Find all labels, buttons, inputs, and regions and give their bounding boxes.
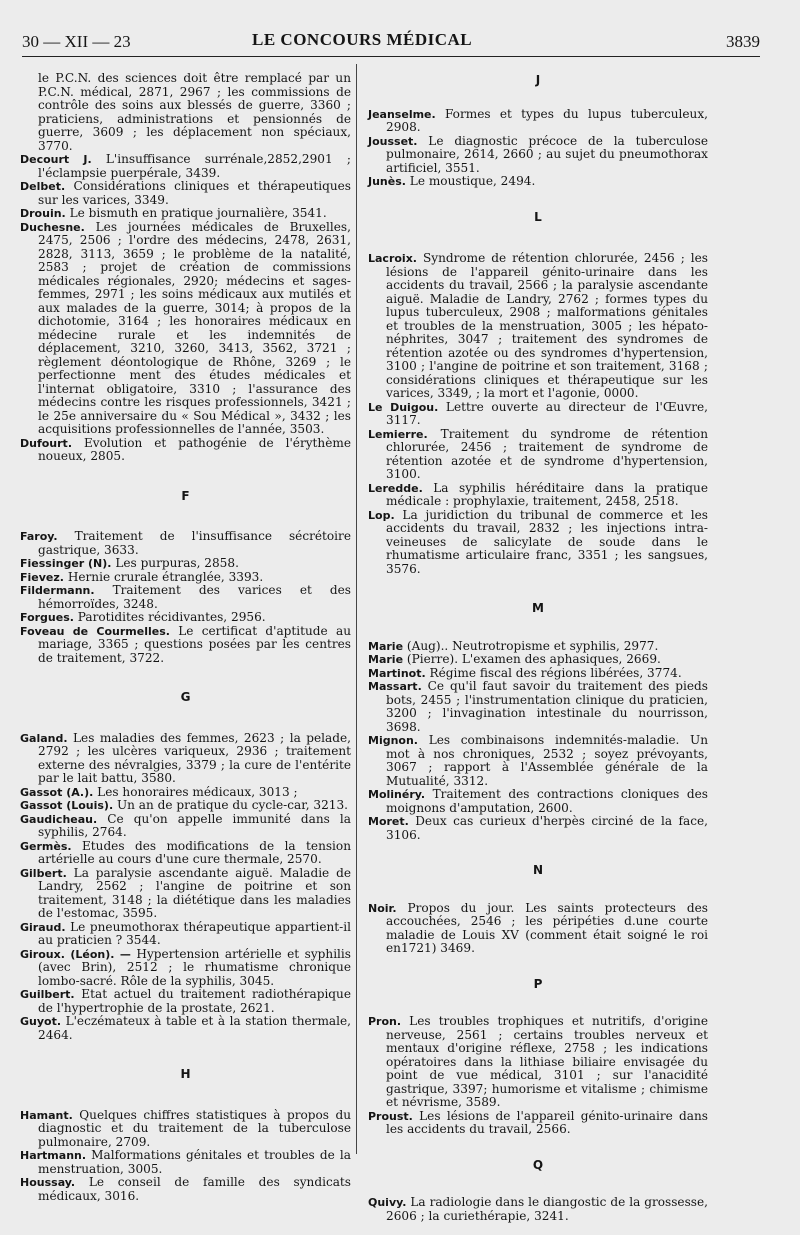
author-name: Le Duigou.	[368, 400, 439, 414]
index-entry	[368, 175, 708, 189]
entry-text: (Pierre). L'examen des aphasiques, 2669.	[403, 652, 661, 666]
entry-text: Régime fiscal des régions libérées, 3774.	[425, 665, 682, 680]
index-entry	[20, 584, 351, 611]
author-name: Forgues.	[20, 611, 74, 624]
section-l-entries	[368, 252, 708, 576]
index-entry	[368, 788, 708, 815]
index-entry	[20, 530, 351, 557]
index-entry	[20, 153, 351, 180]
column-divider	[356, 64, 357, 1154]
author-name: Gassot (A.).	[20, 785, 94, 799]
index-entry	[20, 840, 351, 867]
index-entry	[20, 813, 351, 840]
entry-continuation: le P.C.N. des sciences doit être remplacé par un P.C.N. médical, 2871, 2967 ; les commissions de contrôle des soins aux blessés de guerre, 3360 ; praticiens, administrations et pensionnés de guerre, 3609 ; les déplacement non spéciaux, 3770.	[38, 71, 351, 153]
author-name: Gaudicheau.	[20, 812, 98, 826]
index-entry	[20, 571, 351, 585]
section-letter-l: L	[534, 209, 542, 224]
entry-text: Evolution et pathogénie de l'érythème noueux, 2805.	[38, 435, 351, 463]
index-entry	[20, 625, 351, 666]
index-entry	[20, 921, 351, 948]
entry-text: (Aug).. Neutrotropisme et syphilis, 2977.	[403, 638, 659, 653]
entry-text: La juridiction du tribunal de commerce et les accidents du travail, 2832 ; les injections intra-veineuses de salicylate de soude dans le rhumatisme articulaire franc, 3351 ; les sangsues, 3576.	[386, 507, 708, 576]
section-letter-q: Q	[532, 1157, 544, 1172]
section-m-entries	[368, 640, 708, 843]
section-p-entries	[368, 1015, 708, 1137]
index-entry	[20, 437, 351, 464]
index-entry	[368, 428, 708, 482]
entry-text: L'insuffisance surrénale,2852,2901 ; l'éclampsie puerpérale, 3439.	[38, 152, 351, 180]
index-entry	[20, 1149, 351, 1176]
author-name: Faroy.	[20, 530, 58, 543]
section-j-entries	[368, 108, 708, 189]
author-name: Fievez.	[20, 570, 64, 584]
entry-text: Hypertension artérielle et syphilis (avec Brin), 2512 ; le rhumatisme chronique lombo-sacré. Rôle de la syphilis, 3045.	[38, 946, 351, 988]
index-entry	[20, 799, 351, 813]
author-name: Hartmann.	[20, 1149, 87, 1162]
index-entry	[368, 680, 708, 734]
entry-text: Le bismuth en pratique journalière, 3541.	[65, 206, 327, 220]
right-column	[368, 72, 708, 1223]
entry-text: Lettre ouverte au directeur de l'Œuvre, 3117.	[386, 399, 708, 427]
section-q-entries	[368, 1196, 708, 1223]
author-name: Moret.	[368, 815, 409, 828]
author-name: Decourt J.	[20, 153, 92, 166]
left-column	[20, 72, 351, 1203]
section-f-entries	[20, 530, 351, 665]
section-letter-n: N	[532, 863, 544, 877]
index-entry	[20, 1109, 351, 1150]
issue-date: 30 — XII — 23	[22, 32, 131, 51]
page-number: 3839	[726, 32, 760, 51]
entry-text: Le moustique, 2494.	[405, 174, 536, 188]
entry-text: Malformations génitales et troubles de la menstruation, 3005.	[38, 1148, 351, 1176]
entry-text: Le conseil de famille des syndicats médicaux, 3016.	[38, 1175, 351, 1203]
author-name: Pron.	[368, 1015, 402, 1028]
index-entry	[368, 1015, 708, 1110]
entry-text: Hernie crurale étranglée, 3393.	[63, 569, 264, 584]
author-name: Mignon.	[368, 734, 418, 747]
author-name: Hamant.	[20, 1108, 73, 1122]
section-letter-m: M	[532, 601, 544, 615]
index-entry	[368, 640, 708, 654]
author-name: Molinéry.	[368, 788, 426, 801]
author-name: Germès.	[20, 839, 72, 853]
section-n-entries	[368, 902, 708, 956]
author-name: Quivy.	[368, 1196, 407, 1209]
index-entry	[368, 252, 708, 401]
entry-text: Propos du jour. Les saints protecteurs des accouchées, 2546 ; les péripéties d.une courte maladie de Louis XV (comment était soigné le roi en1721) 3469.	[386, 900, 708, 955]
index-entry	[368, 667, 708, 681]
author-name: Duchesne.	[20, 220, 85, 234]
index-entry	[20, 221, 351, 437]
index-entry	[368, 482, 708, 509]
author-name: Gilbert.	[20, 866, 67, 880]
index-entry	[20, 786, 351, 800]
index-entry	[20, 1015, 351, 1042]
index-entry	[20, 732, 351, 786]
author-name: Lemierre.	[368, 427, 428, 441]
index-entry	[368, 401, 708, 428]
author-name: Houssay.	[20, 1176, 76, 1189]
index-entry	[368, 509, 708, 577]
entry-text: Ce qu'on appelle immunité dans la syphilis, 2764.	[38, 811, 351, 839]
section-d-entries	[20, 153, 351, 464]
author-name: Delbet.	[20, 180, 66, 193]
author-name: Jousset.	[368, 134, 418, 148]
entry-text: Le pneumothorax thérapeutique appartient-il au praticien ? 3544.	[38, 919, 351, 947]
index-entry	[368, 815, 708, 842]
index-entry	[368, 108, 708, 135]
journal-title: LE CONCOURS MÉDICAL	[252, 30, 473, 49]
author-name: Jeanselme.	[368, 107, 436, 121]
index-entry	[368, 653, 708, 667]
index-entry	[368, 1110, 708, 1137]
author-name: Giraud.	[20, 920, 66, 934]
author-name: Guilbert.	[20, 988, 75, 1001]
author-name: Lacroix.	[368, 252, 417, 265]
section-h-entries	[20, 1109, 351, 1204]
entry-text: Les purpuras, 2858.	[111, 556, 239, 570]
entry-text: Traitement de l'insuffisance sécrétoire gastrique, 3633.	[38, 529, 351, 557]
entry-text: Traitement du syndrome de rétention chlorurée, 2456 ; traitement de syndrome de rétention azotée et de syndrome d'hypertension, 3100.	[386, 426, 708, 481]
entry-text: Ce qu'il faut savoir du traitement des pieds bots, 2455 ; l'instrumentation clinique du praticien, 3200 ; l'invagination intestinale du nourrisson, 3698.	[386, 679, 708, 734]
author-name: Foveau de Courmelles.	[20, 624, 170, 638]
author-name: Fildermann.	[20, 584, 95, 597]
index-entry	[20, 611, 351, 625]
author-name: Leredde.	[368, 481, 423, 495]
author-name: Marie	[368, 639, 404, 653]
index-entry	[368, 135, 708, 176]
section-letter-j: J	[535, 73, 541, 87]
entry-text: Un an de pratique du cycle-car, 3213.	[113, 798, 348, 812]
author-name: Noir.	[368, 901, 397, 915]
index-entry	[20, 988, 351, 1015]
entry-text: La paralysie ascendante aiguë. Maladie de Landry, 2562 ; l'angine de poitrine et son traitement, 3148 ; la diététique dans les maladies de l'estomac, 3595.	[38, 865, 351, 920]
author-name: Dufourt.	[20, 436, 72, 450]
author-name: Marie	[368, 653, 404, 666]
author-name: Gassot (Louis).	[20, 799, 114, 812]
index-entry	[368, 734, 708, 788]
author-name: Proust.	[368, 1109, 413, 1123]
entry-text: Considérations cliniques et thérapeutiques sur les varices, 3349.	[38, 179, 351, 207]
entry-text: Syndrome de rétention chlorurée, 2456 ; les lésions de l'appareil génito-urinaire dans les accidents du travail, 2566 ; la paralysie ascendante aiguë. Maladie de Landry, 2762 ; formes types du lupus tuberculeux, 2908 ; malformations génitales et troubles de la menstruation, 3005 ; les hépato-néphrites, 3047 ; traitement des syndromes de rétention azotée ou des syndromes d'hypertension, 3100 ; l'angine de poitrine et son traitement, 3168 ; considérations cliniques et thérapeutique sur les varices, 3349, ; la mort et l'agonie, 0000.	[386, 251, 708, 400]
entry-text: Les combinaisons indemnités-maladie. Un mot à nos chroniques, 2532 ; soyez prévoyants, 3067 ; rapport à l'Assemblée générale de la Mutualité, 3312.	[386, 733, 708, 788]
entry-text: Les troubles trophiques et nutritifs, d'origine nerveuse, 2561 ; certains troubles nerveux et mentaux d'origine réflexe, 2758 ; les indications opératoires dans la lithiase biliaire envisagée du point de vue médical, 3101 ; sur l'anacidité gastrique, 3397; humorisme et vitalisme ; chimisme et névrisme, 3589.	[386, 1014, 708, 1109]
author-name: Martinot.	[368, 666, 426, 680]
index-entry	[368, 902, 708, 956]
index-entry	[20, 180, 351, 207]
author-name: Galand.	[20, 731, 68, 745]
index-entry	[20, 557, 351, 571]
entry-text: Formes et types du lupus tuberculeux, 2908.	[386, 106, 708, 134]
author-name: Guyot.	[20, 1015, 62, 1028]
entry-text: Traitement des contractions cloniques des moignons d'amputation, 2600.	[386, 787, 708, 815]
index-entry	[20, 948, 351, 989]
author-name: Lop.	[368, 508, 395, 522]
section-letter-g: G	[180, 690, 191, 704]
author-name: Fiessinger (N).	[20, 557, 112, 570]
entry-text: Le certificat d'aptitude au mariage, 3365 ; questions posées par les centres de traitement, 3722.	[38, 623, 351, 665]
page-header	[22, 30, 760, 57]
section-letter-h: H	[180, 1067, 191, 1081]
author-name: Giroux. (Léon). —	[20, 947, 131, 961]
index-entry	[20, 207, 351, 221]
index-entry	[368, 1196, 708, 1223]
author-name: Drouin.	[20, 207, 66, 220]
index-entry	[20, 1176, 351, 1203]
section-g-entries	[20, 732, 351, 1043]
index-entry	[20, 867, 351, 921]
entry-text: L'eczémateux à table et à la station thermale, 2464.	[38, 1014, 351, 1042]
entry-text: Les journées médicales de Bruxelles, 2475, 2506 ; l'ordre des médecins, 2478, 2631, 2828, 3113, 3659 ; le problème de la natalité, 2583 ; projet de création de commissions médicales régionales, 2920; médecins et sages-femmes, 2971 ; les soins médicaux aux mutilés et aux malades de la guerre, 3014; à propos de la dichotomie, 3164 ; les honoraires médicaux en médecine rurale et les indemnités de déplacement, 3210, 3260, 3413, 3562, 3721 ; règlement déontologique de Rhône, 3269 ; le perfectionne ment des études médicales et l'internat obligatoire, 3310 ; l'assurance des médecins contre les risques professionnels, 3421 ; le 25e anniversaire du « Sou Médical », 3432 ; les acquisitions professionnelles de l'année, 3503.	[38, 219, 351, 436]
entry-text: Les lésions de l'appareil génito-urinaire dans les accidents du travail, 2566.	[386, 1108, 708, 1136]
entry-text: La radiologie dans le diangostic de la grossesse, 2606 ; la curiethérapie, 3241.	[386, 1195, 708, 1223]
entry-text: Quelques chiffres statistiques à propos du diagnostic et du traitement de la tuberculose pulmonaire, 2709.	[38, 1107, 351, 1149]
entry-text: Traitement des varices et des hémorroïdes, 3248.	[38, 583, 351, 611]
section-letter-p: P	[533, 976, 543, 991]
entry-text: Etat actuel du traitement radiothérapique de l'hypertrophie de la prostate, 2621.	[38, 987, 351, 1015]
author-name: Massart.	[368, 680, 422, 693]
entry-text: Le diagnostic précoce de la tuberculose pulmonaire, 2614, 2660 ; au sujet du pneumothorax artificiel, 3551.	[386, 133, 708, 175]
section-letter-f: F	[181, 488, 190, 503]
entry-text: Les maladies des femmes, 2623 ; la pelade, 2792 ; les ulcères variqueux, 2936 ; traitement externe des névralgies, 3379 ; la cure de l'entérite par le lait battu, 3580.	[38, 730, 351, 785]
entry-text: Etudes des modifications de la tension artérielle au cours d'une cure thermale, 2570.	[38, 838, 351, 866]
entry-text: Deux cas curieux d'herpès circiné de la face, 3106.	[386, 814, 708, 842]
entry-text: Les honoraires médicaux, 3013 ;	[93, 784, 298, 799]
entry-text: Parotidites récidivantes, 2956.	[73, 610, 266, 624]
author-name: Junès.	[368, 175, 406, 188]
entry-text: La syphilis héréditaire dans la pratique médicale : prophylaxie, traitement, 2458, 2518.	[386, 480, 708, 508]
